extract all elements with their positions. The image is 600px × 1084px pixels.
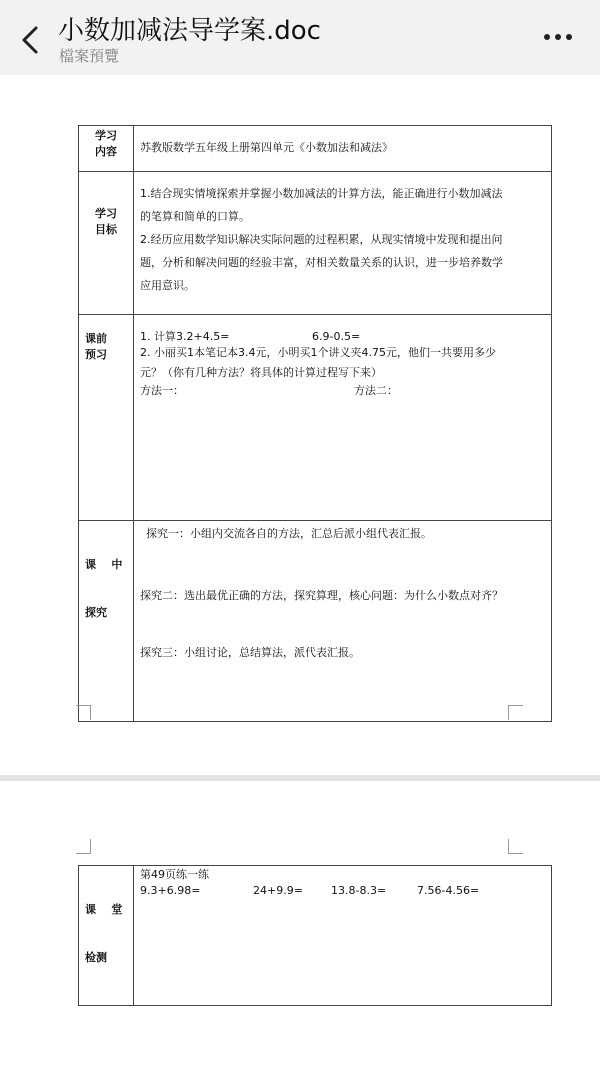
goal-line: 题，分析和解决问题的经验丰富，对相关数量关系的认识，进一步培养数学: [140, 256, 503, 269]
goals-cell: [134, 172, 552, 315]
calc-text: 24+9.9=: [253, 884, 303, 897]
preview-q2: 2. 小丽买1本笔记本3.4元，小明买1个讲义夹4.75元，他们一共要用多少: [140, 346, 496, 359]
row-label-explore: [79, 521, 134, 722]
calc-text: 13.8-8.3=: [331, 884, 387, 897]
label-line: 课 堂: [85, 903, 123, 916]
table-row: [79, 172, 552, 315]
goal-line: 的笔算和简单的口算。: [140, 210, 250, 223]
more-dot: [544, 34, 550, 40]
more-dot: [566, 34, 572, 40]
row-label-preview: [79, 315, 134, 521]
explore-three: 探究三：小组讨论，总结算法，派代表汇报。: [140, 646, 360, 659]
row-label-content: [79, 126, 134, 172]
label-line: 学习: [95, 207, 117, 220]
explore-two: 探究二：选出最优正确的方法，探究算理，核心问题：为什么小数点对齐？: [140, 589, 503, 602]
label-line: 检测: [85, 951, 107, 964]
goal-line: 1.结合现实情境探索并掌握小数加减法的计算方法，能正确进行小数加减法: [140, 187, 503, 200]
lesson-table: [78, 125, 552, 722]
methods-line: [140, 383, 545, 399]
test-table: [78, 865, 552, 1006]
calc-text: 7.56-4.56=: [417, 884, 480, 897]
label-line: 目标: [95, 223, 117, 236]
more-horizontal-icon[interactable]: [540, 34, 576, 44]
crop-mark: [508, 705, 523, 720]
document-title: 小数加减法导学案.doc: [58, 16, 321, 46]
goal-line: 2.经历应用数学知识解决实际问题的过程积累，从现实情境中发现和提出问: [140, 233, 503, 246]
method-two-label: 方法二：: [354, 384, 398, 397]
label-line: 课前: [85, 332, 107, 345]
content-cell: [134, 126, 552, 172]
more-dot: [555, 34, 561, 40]
method-one-label: 方法一：: [140, 384, 184, 397]
label-line: 内容: [95, 145, 117, 158]
label-line: 探究: [85, 606, 107, 619]
explore-cell: [134, 521, 552, 722]
row-label-test: [79, 866, 134, 1006]
calc-text: 1. 计算3.2+4.5=: [140, 330, 230, 343]
row-label-goals: [79, 172, 134, 315]
table-row: [79, 521, 552, 722]
document-subtitle: 檔案預覽: [59, 47, 120, 65]
document-page-2: [0, 781, 600, 1084]
label-line: 课 中: [85, 558, 123, 571]
lesson-content-text: 苏教版数学五年级上册第四单元《小数加法和减法》: [140, 141, 393, 154]
preview-q1: [140, 329, 545, 345]
exercise-calcs: [140, 883, 545, 899]
top-bar: [0, 0, 600, 75]
document-page-1: [0, 75, 600, 775]
label-line: 学习: [95, 129, 117, 142]
label-line: 预习: [85, 348, 107, 361]
test-cell: [134, 866, 552, 1006]
exercise-title: 第49页练一练: [140, 868, 209, 881]
chevron-left-icon[interactable]: [16, 22, 46, 58]
calc-text: 6.9-0.5=: [312, 330, 361, 343]
crop-mark: [76, 839, 91, 854]
table-row: [79, 126, 552, 172]
preview-cell: [134, 315, 552, 521]
crop-mark: [76, 705, 91, 720]
table-row: [79, 866, 552, 1006]
explore-one: 探究一：小组内交流各自的方法，汇总后派小组代表汇报。: [146, 527, 432, 540]
preview-q2-cont: 元？（你有几种方法？将具体的计算过程写下来）: [140, 366, 382, 379]
calc-text: 9.3+6.98=: [140, 884, 201, 897]
crop-mark: [508, 839, 523, 854]
table-row: [79, 315, 552, 521]
goal-line: 应用意识。: [140, 279, 195, 292]
